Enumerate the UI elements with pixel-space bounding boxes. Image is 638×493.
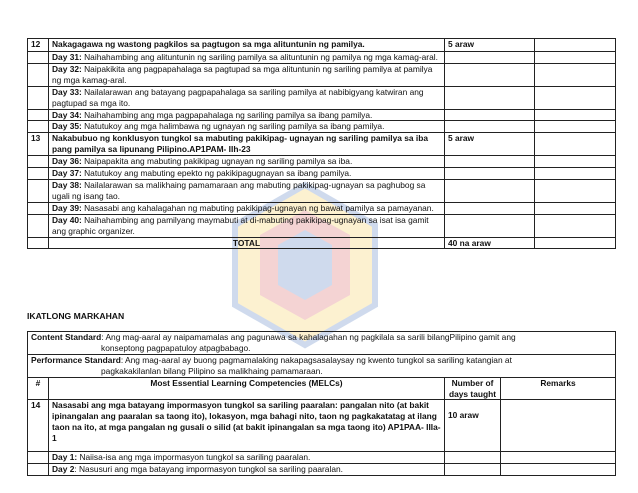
table-row xyxy=(28,86,616,109)
remarks-cell xyxy=(535,133,616,156)
performance-standard-label: Performance Standard xyxy=(31,354,121,365)
days-cell xyxy=(445,463,501,475)
content-standard-text-cont: konseptong pagpapatuloy atpagbabago. xyxy=(101,342,251,353)
day-text xyxy=(49,452,445,464)
content-standard-row xyxy=(28,332,616,355)
days-cell xyxy=(445,156,535,168)
day-description: : Nasusuri ang mga batayang impormasyon tungkol sa sariling paaralan. xyxy=(74,463,343,474)
day-description: Natutukoy ang mabuting epekto ng pakikipagugnayan sa ibang pamilya. xyxy=(81,168,352,179)
remarks-cell xyxy=(535,39,616,52)
days-cell xyxy=(445,121,535,133)
row-number xyxy=(28,463,49,475)
days-cell: 5 araw xyxy=(445,39,535,52)
day-text xyxy=(49,202,445,214)
row-number xyxy=(28,168,49,180)
days-cell xyxy=(445,168,535,180)
day-label: Day 40: xyxy=(52,214,82,225)
total-days: 40 na araw xyxy=(445,237,535,249)
row-number xyxy=(28,202,49,214)
day-text xyxy=(49,63,445,86)
table-row xyxy=(28,133,616,156)
competency-text: Nasasabi ang mga batayang impormasyon tungkol sa sariling paaralan: pangalan nito (at bakit ipinangalan ang paaralan sa taong ito), lokasyon, mga bahagi nito, taon ng pagkakatatag at ilang taon na ito, at mga pangalan ng gusali o silid (at bakit ipinangalan sa mga taong ito) AP1PAA- IIIa-1 xyxy=(49,400,445,452)
table-row xyxy=(28,168,616,180)
table-row xyxy=(28,63,616,86)
remarks-cell xyxy=(535,52,616,64)
remarks-cell xyxy=(535,179,616,202)
table-row xyxy=(28,452,616,464)
table-row xyxy=(28,121,616,133)
day-label: Day 31: xyxy=(52,52,82,62)
day-description: Nasasabi ang kahalagahan ng mabuting pakikipag-ugnayan ng bawat pamilya sa pamayanan. xyxy=(81,202,434,213)
day-text xyxy=(49,168,445,180)
remarks-cell xyxy=(535,109,616,121)
day-text xyxy=(49,463,445,475)
remarks-cell xyxy=(501,463,616,475)
row-number xyxy=(28,63,49,86)
table-row xyxy=(28,156,616,168)
table-row xyxy=(28,214,616,237)
day-label: Day 34: xyxy=(52,109,82,120)
row-number: 14 xyxy=(28,400,49,452)
competency-text: Nakabubuo ng konklusyon tungkol sa mabuting pakikipag- ugnayan ng sariling pamilya sa iba pang pamilya sa lipunang Pilipino.AP1PAM- IIh-23 xyxy=(49,133,445,156)
header-days: Number of days taught xyxy=(445,377,501,400)
day-description: Naihahambing ang alituntunin ng sariling pamilya sa alituntunin ng pamilya ng mga kamag-aral. xyxy=(81,52,438,62)
header-melc: Most Essential Learning Competencies (MELCs) xyxy=(49,377,445,400)
row-number: 13 xyxy=(28,133,49,156)
day-label: Day 36: xyxy=(52,156,82,167)
row-number xyxy=(28,179,49,202)
table-row xyxy=(28,179,616,202)
row-number xyxy=(28,86,49,109)
remarks-cell xyxy=(535,214,616,237)
row-number xyxy=(28,237,49,249)
table-row xyxy=(28,400,616,452)
day-description: Naiisa-isa ang mga impormasyon tungkol sa sariling paaralan. xyxy=(77,452,311,463)
days-cell xyxy=(445,400,501,452)
days-cell xyxy=(445,109,535,121)
days-cell: 5 araw xyxy=(445,133,535,156)
day-label: Day 2 xyxy=(52,463,75,474)
day-text xyxy=(49,214,445,237)
header-remarks: Remarks xyxy=(501,377,616,400)
days-cell xyxy=(445,179,535,202)
total-row xyxy=(28,237,616,249)
table-row xyxy=(28,463,616,475)
days-cell xyxy=(445,52,535,64)
remarks-cell xyxy=(535,121,616,133)
day-label: Day 33: xyxy=(52,86,82,97)
section-title: IKATLONG MARKAHAN xyxy=(27,311,125,321)
days-cell xyxy=(445,63,535,86)
day-label: Day 35: xyxy=(52,121,82,132)
day-text xyxy=(49,156,445,168)
competency-text: Nakagagawa ng wastong pagkilos sa pagtugon sa mga alituntunin ng pamilya. xyxy=(49,39,445,52)
total-label: TOTAL xyxy=(49,237,445,249)
content-standard-label: Content Standard xyxy=(31,332,102,342)
day-text xyxy=(49,52,445,64)
row-number xyxy=(28,452,49,464)
table-row xyxy=(28,39,616,52)
remarks-cell xyxy=(535,237,616,249)
day-description: Naihahambing ang mga pagpapahalaga ng sariling pamilya sa ibang pamilya. xyxy=(81,109,373,120)
day-label: Day 39: xyxy=(52,202,82,213)
days-cell xyxy=(445,86,535,109)
table-row xyxy=(28,109,616,121)
days-value: 10 araw xyxy=(448,410,479,421)
day-description: Nailalarawan ang batayang pagpapahalaga sa sariling pamilya at nabibigyang katwiran ang pagtupad sa mga ito. xyxy=(52,86,424,108)
day-label: Day 38: xyxy=(52,179,82,190)
remarks-cell xyxy=(535,202,616,214)
content-standard xyxy=(28,332,616,355)
remarks-cell xyxy=(535,168,616,180)
day-text xyxy=(49,121,445,133)
day-description: Naipakikita ang pagpapahalaga sa pagtupad sa mga alituntunin ng sariling pamilya at pamilya ng mga kamag-aral. xyxy=(52,63,433,85)
remarks-cell xyxy=(535,156,616,168)
day-label: Day 1: xyxy=(52,452,78,463)
row-number xyxy=(28,52,49,64)
day-description: Nailalarawan sa malikhaing pamamaraan ang mabuting pakikipag-ugnayan sa paghubog sa ugali ng isang tao. xyxy=(52,179,426,201)
remarks-cell xyxy=(535,86,616,109)
days-cell xyxy=(445,214,535,237)
performance-standard-text: : Ang mag-aaral ay buong pagmamalaking nakapagsasalaysay ng kwento tungkol sa sariling katangian at xyxy=(120,354,512,365)
days-cell xyxy=(445,452,501,464)
header-number: # xyxy=(28,377,49,400)
row-number xyxy=(28,109,49,121)
remarks-cell xyxy=(535,63,616,86)
day-text xyxy=(49,179,445,202)
row-number xyxy=(28,156,49,168)
table-row xyxy=(28,52,616,64)
day-text xyxy=(49,86,445,109)
performance-standard xyxy=(28,354,616,377)
day-description: Naihahambing ang pamilyang maymabuti at di-mabuting pakikipag-ugnayan sa isat isa gamit ang graphic organizer. xyxy=(52,214,429,236)
header-row xyxy=(28,377,616,400)
competency-table-part2 xyxy=(27,331,616,476)
days-cell xyxy=(445,202,535,214)
day-label: Day 37: xyxy=(52,168,82,179)
row-number xyxy=(28,121,49,133)
performance-standard-text-cont: pagkakakilanlan bilang Pilipino sa malikhaing pamamaraan. xyxy=(101,365,323,376)
row-number: 12 xyxy=(28,39,49,52)
content-standard-text: : Ang mag-aaral ay naipamamalas ang pagunawa sa kahalagahan ng pagkilala sa sarili bilangPilipino gamit ang xyxy=(101,332,516,342)
remarks-cell xyxy=(501,452,616,464)
table-row xyxy=(28,202,616,214)
remarks-cell xyxy=(501,400,616,452)
row-number xyxy=(28,214,49,237)
day-description: Naipapakita ang mabuting pakikipag ugnayan ng sariling pamilya sa iba. xyxy=(81,156,353,167)
day-label: Day 32: xyxy=(52,63,82,74)
competency-table-part1 xyxy=(27,38,616,249)
day-text xyxy=(49,109,445,121)
performance-standard-row xyxy=(28,354,616,377)
day-description: Natutukoy ang mga halimbawa ng ugnayan ng sariling pamilya sa ibang pamilya. xyxy=(81,121,385,132)
